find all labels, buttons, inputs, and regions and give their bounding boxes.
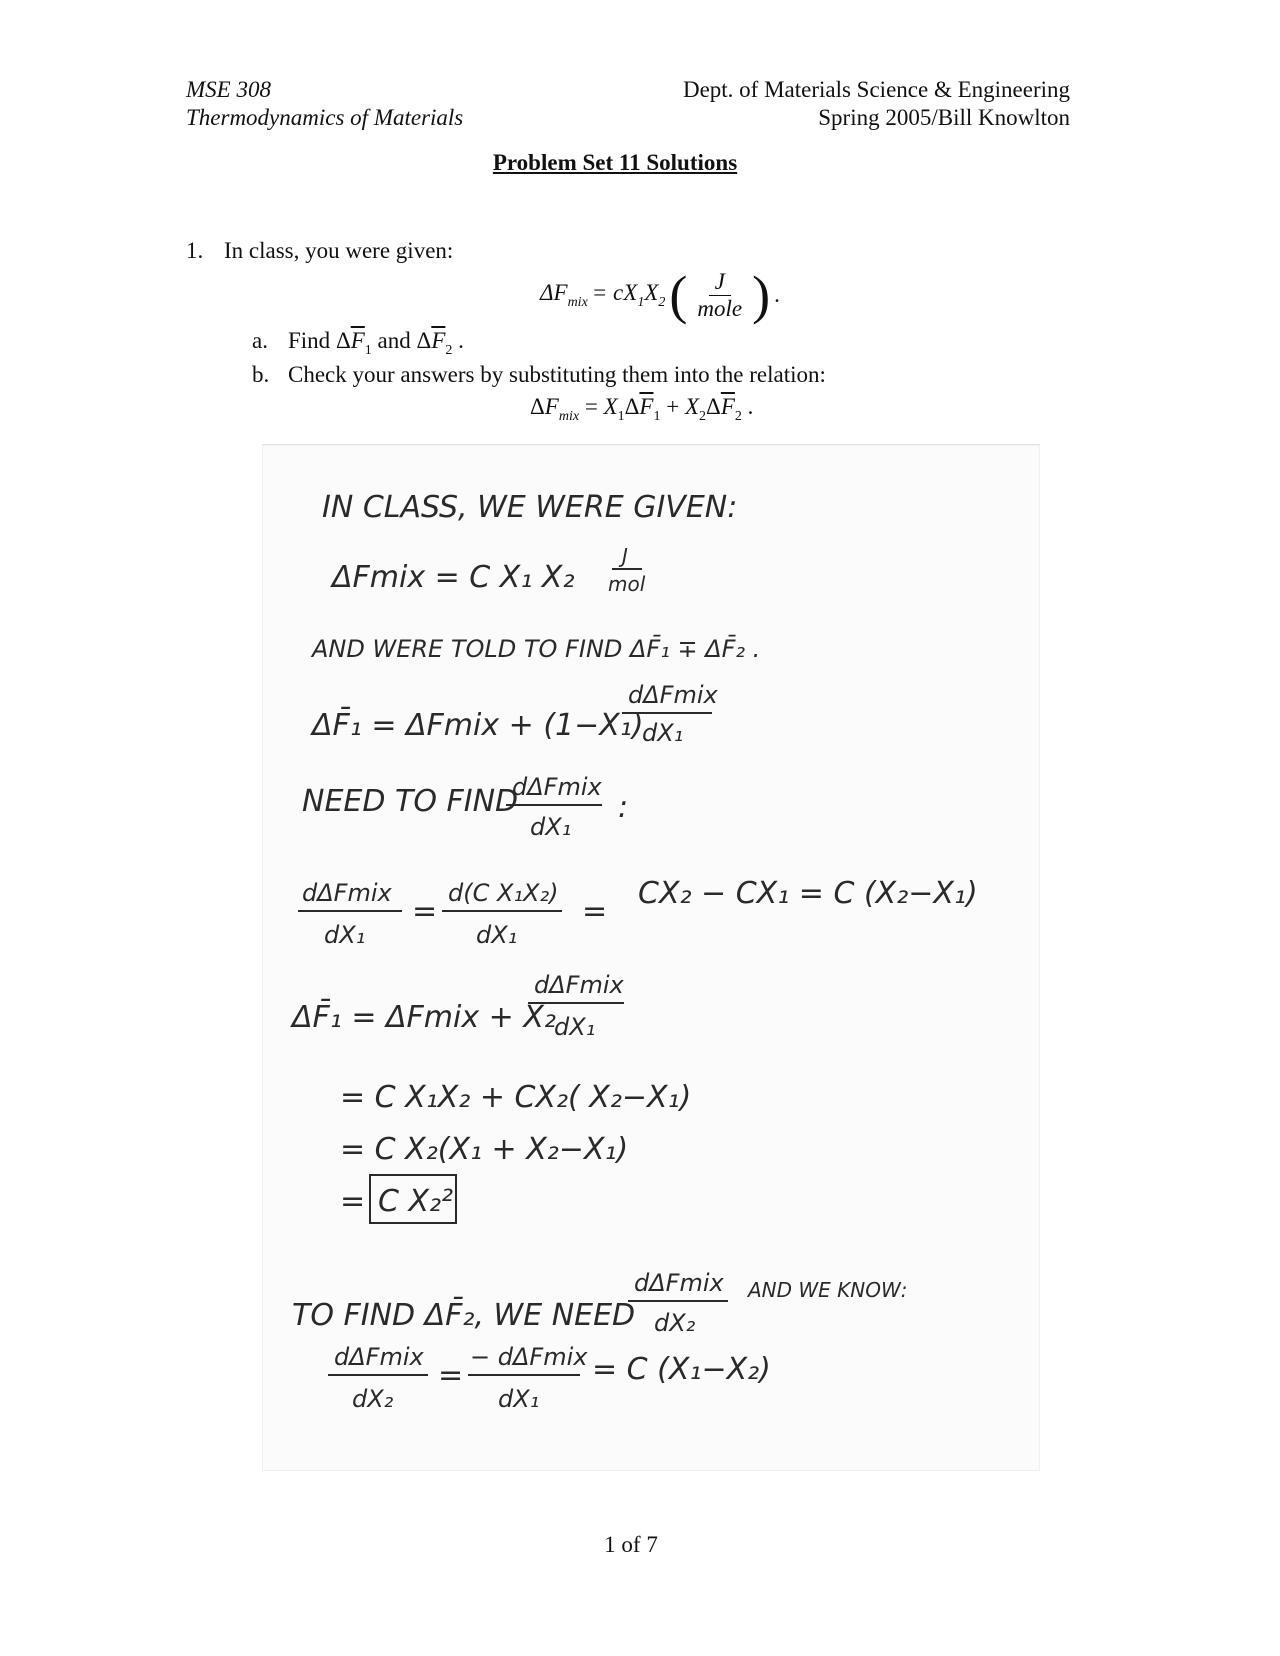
hw-line-expand: = C X₁X₂ + CX₂( X₂−X₁) — [340, 1080, 692, 1115]
course-code: MSE 308 — [186, 77, 271, 102]
hw-frac2-den: dX₁ — [476, 921, 518, 949]
page-title: Problem Set 11 Solutions — [492, 150, 738, 175]
hw-line-need: NEED TO FIND — [302, 784, 519, 819]
hw-line-fmix: ΔFmix = C X₁ X₂ — [332, 560, 575, 595]
unit-fraction: $\frac{J}{\text{mole}}$ — [697, 268, 743, 321]
handwriting-canvas — [262, 445, 1040, 1471]
hw-line-find-f2: TO FIND ΔF̄₂, WE NEED — [292, 1298, 636, 1333]
hw-frac2-num: d(C X₁X₂) — [448, 879, 559, 907]
course-title: Thermodynamics of Materials — [186, 105, 464, 130]
problem-number: 1. — [186, 238, 204, 263]
hw-know: AND WE KNOW: — [748, 1278, 908, 1302]
svg-text::: : — [618, 790, 629, 825]
equation-lhs: $\Delta F_{mix}$ — [540, 279, 588, 310]
hw-frac1-num: dΔFmix — [302, 879, 392, 907]
header-left — [186, 76, 463, 132]
given-equation: $\Delta F_{mix}$ = $cX_1X_2$ ( $\frac{J}{\text{mole}}$ ) . — [540, 265, 780, 325]
hw-f1-num: dΔFmix — [534, 971, 624, 999]
page-number: 1 of 7 — [604, 1532, 658, 1557]
hw-deriv-den: dX₁ — [642, 719, 684, 747]
hw-frac1-den: dX₁ — [324, 921, 366, 949]
hw-rel-rhs: = C (X₁−X₂) — [592, 1352, 771, 1387]
svg-text:=: = — [582, 894, 608, 929]
hw-deriv-num: dΔFmix — [628, 681, 718, 709]
hw-f2-den: dX₂ — [654, 1309, 696, 1337]
term-instructor: Spring 2005/Bill Knowlton — [818, 105, 1070, 130]
hw-unit-num: J — [622, 544, 628, 568]
equation-rhs: = $cX_1X_2$ — [591, 279, 666, 310]
svg-text:=: = — [340, 1184, 366, 1219]
hw-rel-den2: dX₁ — [498, 1385, 540, 1413]
svg-text:=: = — [412, 894, 438, 929]
department: Dept. of Materials Science & Engineering — [682, 77, 1070, 102]
hw-need-den: dX₁ — [530, 813, 572, 841]
hw-line-told: AND WERE TOLD TO FIND ΔF̄₁ ∓ ΔF̄₂ . — [312, 635, 761, 663]
hw-f2-num: dΔFmix — [634, 1269, 724, 1297]
hw-line-factor: = C X₂(X₁ + X₂−X₁) — [340, 1132, 629, 1167]
hw-unit-den: mol — [608, 572, 646, 596]
hw-line-given: IN CLASS, WE WERE GIVEN: — [322, 490, 738, 525]
part-a: a. Find $\Delta\overline{F}_1$ and $\Delta\overline{F}_2$ . — [252, 328, 464, 358]
hw-rel-den: dX₂ — [352, 1385, 394, 1413]
hw-line-derivative: CX₂ − CX₁ = C (X₂−X₁) — [638, 876, 978, 911]
header-right — [683, 76, 1070, 132]
right-paren: ) — [752, 265, 771, 325]
hw-answer-f1: C X₂² — [378, 1184, 454, 1219]
left-paren: ( — [669, 265, 688, 325]
part-b: b. Check your answers by substituting them into the relation: — [252, 362, 826, 387]
hw-need-num: dΔFmix — [512, 773, 602, 801]
hw-f1-den: dX₁ — [554, 1013, 596, 1041]
hw-line-f1-def: ΔF̄₁ = ΔFmix + (1−X₁) — [312, 708, 644, 743]
hw-rel-num: dΔFmix — [334, 1343, 424, 1371]
handwritten-solution-scan — [262, 444, 1040, 1471]
svg-text:=: = — [438, 1358, 464, 1393]
relation-equation: $\Delta F_{mix} = X_1\Delta\overline{F}_1 + X_2\Delta\overline{F}_2$ . — [530, 394, 754, 424]
problem-intro — [186, 238, 453, 264]
problem-intro-text: In class, you were given: — [224, 238, 454, 263]
hw-rel-num2: − dΔFmix — [470, 1343, 588, 1371]
hw-line-f1-sub: ΔF̄₁ = ΔFmix + X₂ — [292, 1000, 556, 1035]
